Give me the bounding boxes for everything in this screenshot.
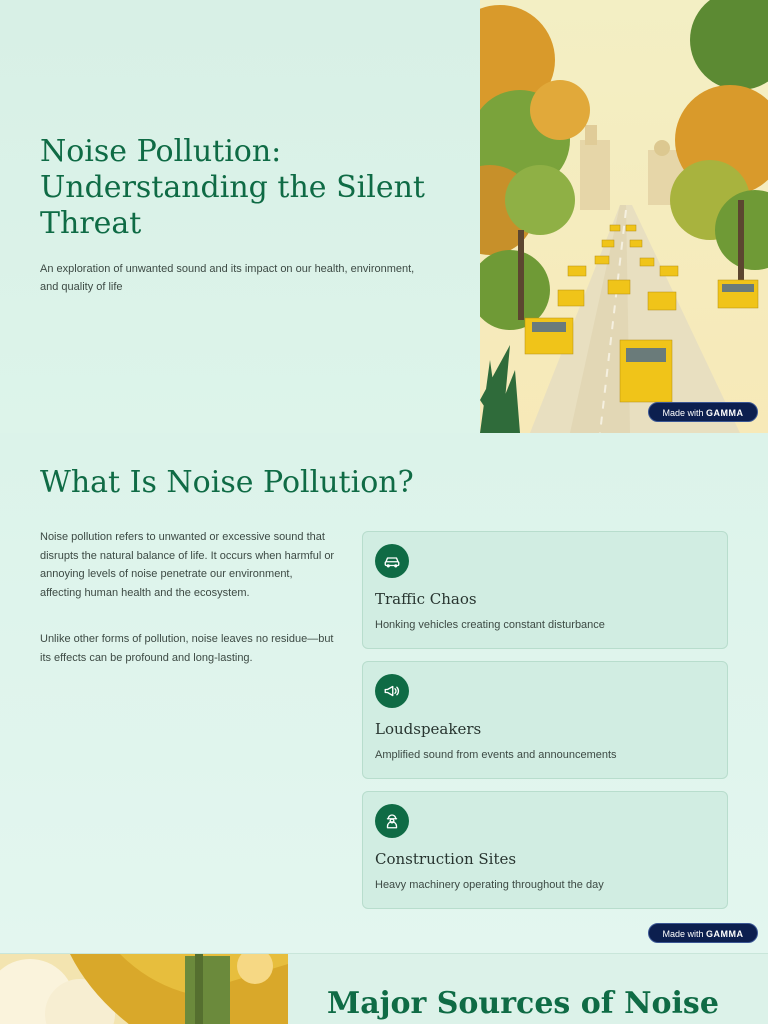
hero-title: Noise Pollution: Understanding the Silent Threat <box>40 134 425 241</box>
hero-subtitle: An exploration of unwanted sound and its impact on our health, environment, and quality of life <box>40 263 415 293</box>
badge-made-with: Made with <box>662 929 704 939</box>
card-description: Honking vehicles creating constant disturbance <box>375 619 605 631</box>
made-with-gamma-badge[interactable] <box>648 402 758 422</box>
car-icon <box>375 544 409 578</box>
card-construction-sites <box>362 791 728 909</box>
sources-title: Major Sources of Noise <box>327 986 719 1021</box>
card-loudspeakers <box>362 661 728 779</box>
card-description: Amplified sound from events and announcements <box>375 749 617 761</box>
card-title: Loudspeakers <box>375 720 482 738</box>
megaphone-icon <box>375 674 409 708</box>
construction-worker-icon <box>375 804 409 838</box>
card-description: Heavy machinery operating throughout the day <box>375 879 604 891</box>
badge-brand: GAMMA <box>706 929 744 939</box>
sources-illustration <box>0 954 288 1024</box>
intro-paragraph: Noise pollution refers to unwanted or excessive sound that disrupts the natural balance of life. It occurs when harmful or annoying levels of noise penetrate our environment, affecting human health and the ecosystem. <box>40 531 335 599</box>
section-title: What Is Noise Pollution? <box>40 465 414 500</box>
hero-slide <box>0 0 768 433</box>
card-title: Construction Sites <box>375 850 517 868</box>
hero-illustration <box>480 0 768 433</box>
residue-paragraph: Unlike other forms of pollution, noise leaves no residue—but its effects can be profound and long-lasting. <box>40 633 334 664</box>
badge-brand: GAMMA <box>706 408 744 418</box>
card-traffic-chaos <box>362 531 728 649</box>
card-title: Traffic Chaos <box>375 590 477 608</box>
sources-slide <box>0 953 768 1024</box>
made-with-gamma-badge[interactable] <box>648 923 758 943</box>
badge-made-with: Made with <box>662 408 704 418</box>
what-is-slide <box>0 433 768 953</box>
